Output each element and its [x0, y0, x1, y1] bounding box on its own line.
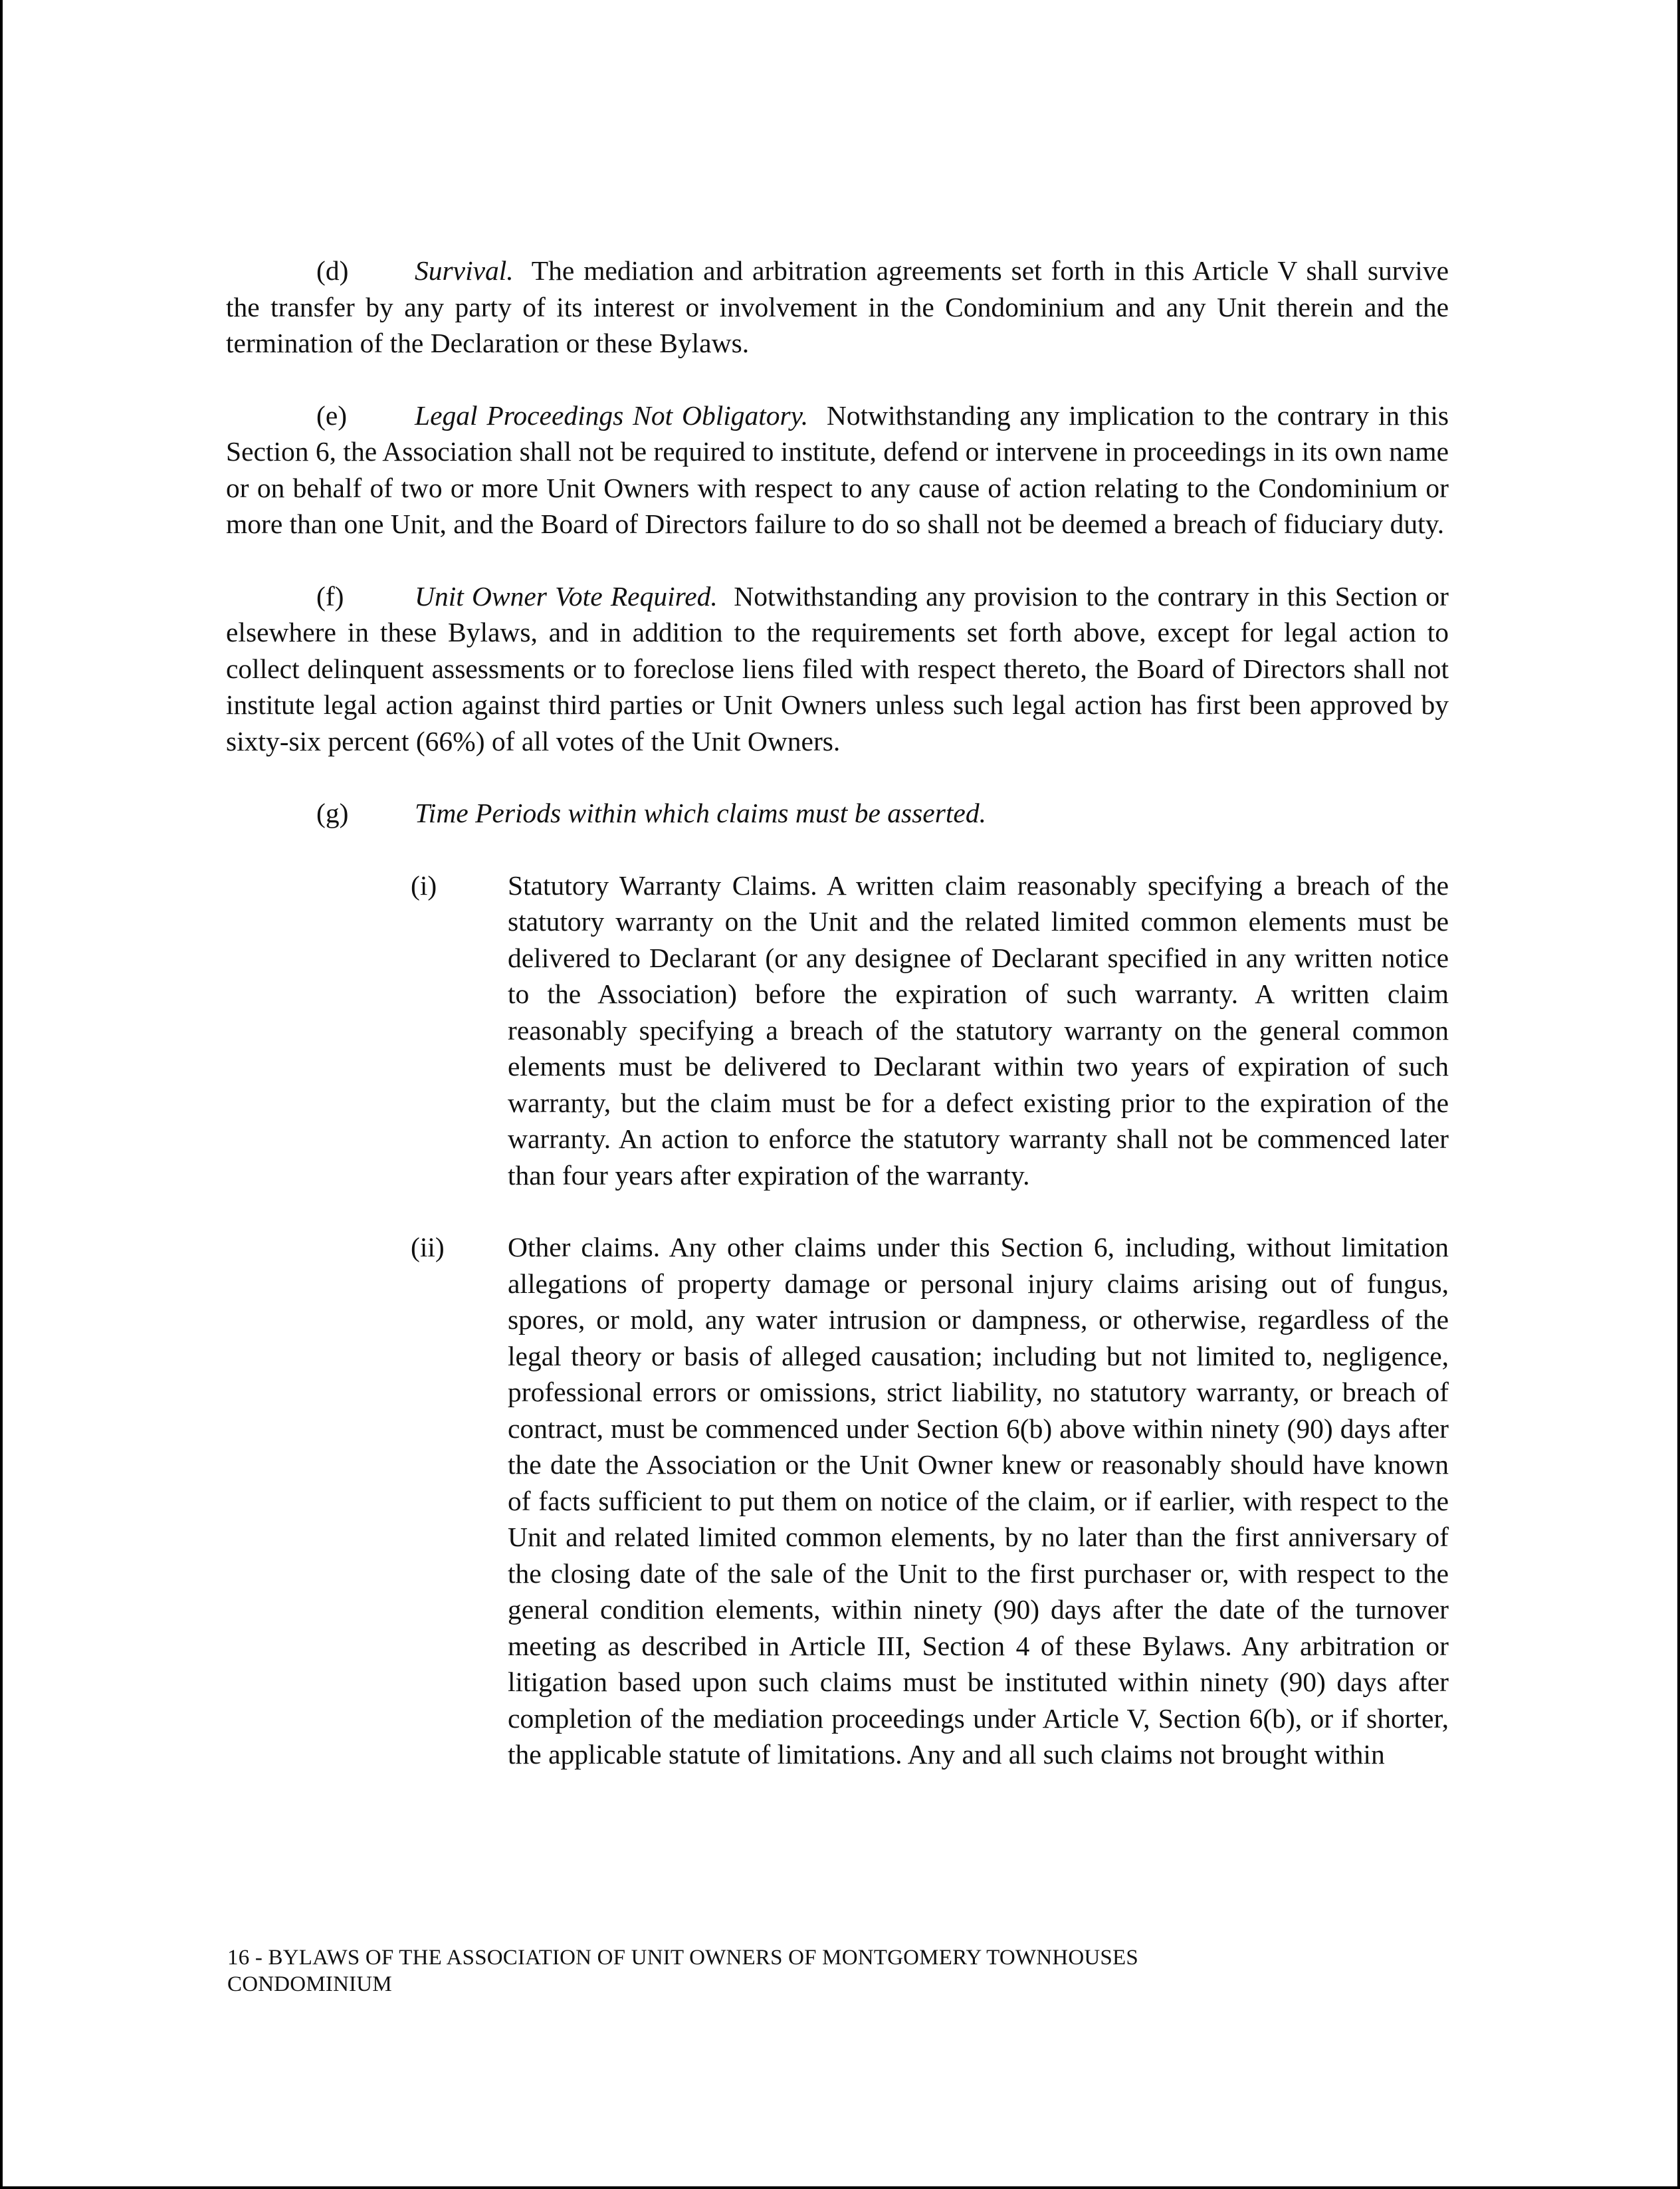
paragraph-e [226, 398, 1449, 542]
paragraph-g [226, 795, 1449, 832]
subitem-i [226, 867, 1449, 1194]
paragraph-text: The mediation and arbitration agreements set forth in this Article V shall survive the transfer by any party of its interest or involvement in the Condominium and any Unit therein and the termination of the Declaration or these Bylaws. [226, 255, 1449, 358]
paragraph-heading: Time Periods within which claims must be asserted. [415, 798, 986, 828]
paragraph-f [226, 578, 1449, 760]
paragraph-marker: (d) [316, 255, 349, 286]
subitem-text: Other claims. Any other claims under this Section 6, including, without limitation allegations of property damage or personal injury claims arising out of fungus, spores, or mold, any water intrusion or dampness, or otherwise, regardless of the legal theory or basis of alleged causation; including but not limited to, negligence, professional errors or omissions, strict liability, no statutory warranty, or breach of contract, must be commenced under Section 6(b) above within ninety (90) days after the date the Association or the Unit Owner knew or reasonably should have known of facts sufficient to put them on notice of the claim, or if earlier, with respect to the Unit and related limited common elements, by no later than the first anniversary of the closing date of the sale of the Unit to the first purchaser or, with respect to the general condition elements, within ninety (90) days after the date of the turnover meeting as described in Article III, Section 4 of these Bylaws. Any arbitration or litigation based upon such claims must be instituted within ninety (90) days after completion of the mediation proceedings under Article V, Section 6(b), or if shorter, the applicable statute of limitations. Any and all such claims not brought within [508, 1232, 1449, 1770]
footer-line-1: 16 - BYLAWS OF THE ASSOCIATION OF UNIT OWNERS OF MONTGOMERY TOWNHOUSES [227, 1946, 1138, 1970]
paragraph-text: Notwithstanding any provision to the contrary in this Section or elsewhere in these Bylaws, and in addition to the requirements set forth above, except for legal action to collect delinquent assessments or to foreclose liens filed with respect thereto, the Board of Directors shall not institute legal action against third parties or Unit Owners unless such legal action has first been approved by sixty-six percent (66%) of all votes of the Unit Owners. [226, 580, 1449, 756]
paragraph-marker: (f) [316, 580, 344, 612]
paragraph-text: Notwithstanding any implication to the contrary in this Section 6, the Association shall not be required to institute, defend or intervene in proceedings in its own name or on behalf of two or more Unit Owners with respect to any cause of action relating to the Condominium or more than one Unit, and the Board of Directors failure to do so shall not be deemed a breach of fiduciary duty. [226, 400, 1449, 539]
subitem-text: Statutory Warranty Claims. A written claim reasonably specifying a breach of the statutory warranty on the Unit and the related limited common elements must be delivered to Declarant (or any designee of Declarant specified in any written notice to the Association) before the expiration of such warranty. A written claim reasonably specifying a breach of the statutory warranty on the general common elements must be delivered to Declarant within two years of expiration of such warranty, but the claim must be for a defect existing prior to the expiration of the warranty. An action to enforce the statutory warranty shall not be commenced later than four years after expiration of the warranty. [508, 869, 1449, 1191]
document-body [226, 253, 1449, 1809]
paragraph-d [226, 253, 1449, 362]
subitem-marker: (ii) [411, 1232, 445, 1262]
paragraph-marker: (g) [316, 798, 349, 828]
paragraph-heading: Unit Owner Vote Required. [415, 580, 718, 612]
subitem-ii [226, 1229, 1449, 1773]
paragraph-heading: Legal Proceedings Not Obligatory. [415, 400, 809, 431]
footer-line-2: CONDOMINIUM [227, 1972, 392, 1996]
paragraph-heading: Survival. [415, 255, 514, 286]
paragraph-marker: (e) [316, 400, 348, 431]
subitem-marker: (i) [411, 869, 437, 901]
page-footer [227, 1944, 1423, 1998]
